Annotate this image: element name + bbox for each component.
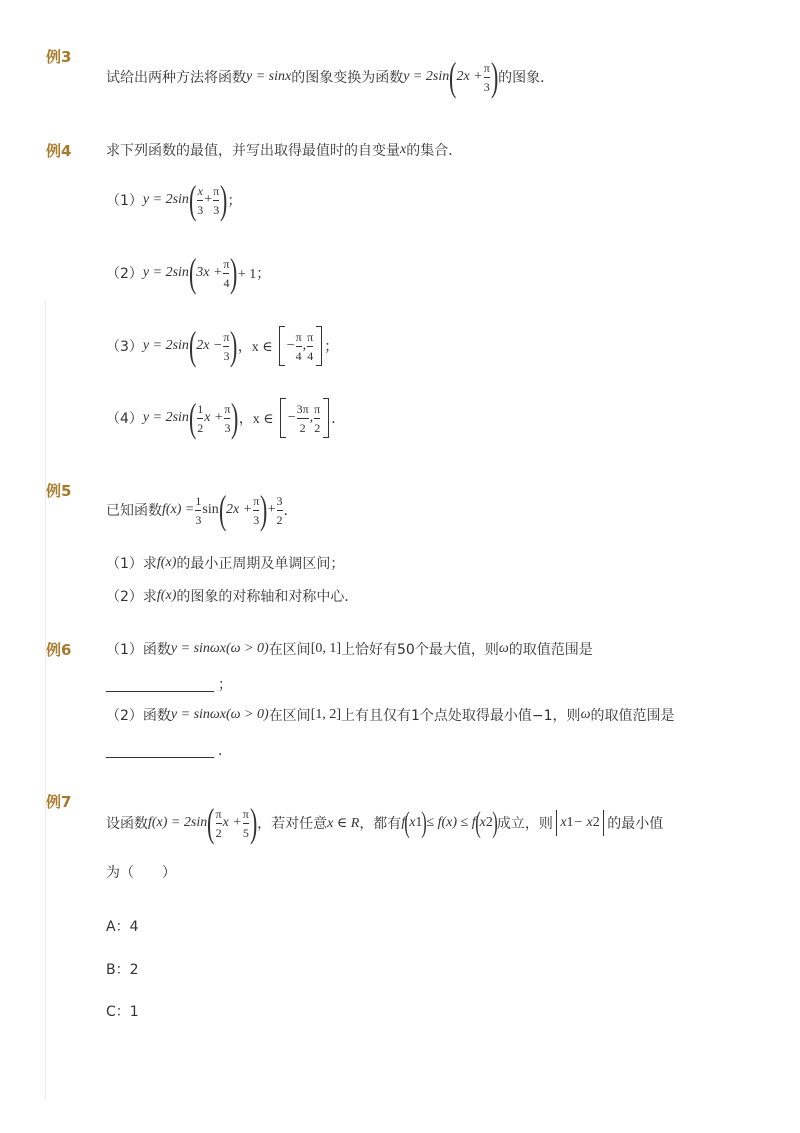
- example-7-stem: 设函数 f(x) = 2sin ( $\frac{\pi}{2}$ x + $\frac{\pi}{5}$ ) ，若对任意 x ∈ R ，都有 f ( x 1 ) ≤ f(x) ≤ f ( x 2 ) 成立，则 x 1 − x 2 的最小值: [106, 800, 664, 845]
- example-4-label: 例4: [46, 142, 72, 160]
- example-7-stem-end: 为（ ）: [106, 865, 176, 881]
- answer-blank-2[interactable]: [106, 743, 214, 758]
- example-4-part-1: （1） y = 2sin ( $\frac{x}{3}$ + $\frac{\pi}{3}$ ) ；: [106, 177, 242, 222]
- example-3-text: 试给出两种方法将函数 y = sin x 的图象变换为函数 y = 2sin ( 2x + $\frac{\pi}{3}$ ) 的图象．: [106, 54, 555, 99]
- example-4-part-2: （2） y = 2sin ( 3x + $\frac{\pi}{4}$ ) + 1；: [106, 250, 271, 295]
- example-5-question-2: （2）求 f(x) 的图象的对称轴和对称中心．: [106, 588, 359, 605]
- option-c[interactable]: C：1: [106, 1004, 139, 1020]
- example-3-label: 例3: [46, 48, 72, 66]
- left-margin-rule: [45, 300, 46, 1100]
- example-6-question-1: （1）函数 y = sinωx(ω > 0) 在区间 [0, 1] 上恰好有50个最大值，则 ω 的取值范围是: [106, 641, 593, 658]
- option-a[interactable]: A：4: [106, 919, 139, 935]
- example-6-question-2: （2）函数 y = sinωx(ω > 0) 在区间 [1, 2] 上有且仅有1个点处取得最小值−1，则 ω 的取值范围是: [106, 707, 675, 724]
- example-4-stem: 求下列函数的最值，并写出取得最值时的自变量 x 的集合．: [106, 142, 463, 159]
- example-6-answer-line-1: ；: [106, 674, 232, 694]
- example-5-stem: 已知函数 f(x) = $\frac{1}{3}$ sin ( 2x + $\frac{\pi}{3}$ ) + $\frac{3}{2}$ ．: [106, 487, 298, 532]
- option-b[interactable]: B：2: [106, 962, 139, 978]
- example-6-label: 例6: [46, 641, 72, 659]
- example-7-label: 例7: [46, 793, 72, 811]
- answer-blank-1[interactable]: [106, 677, 214, 692]
- example-4-part-4: （4） y = 2sin ( $\frac{1}{2}$ x + $\frac{\pi}{3}$ ) ，x ∈ − $\frac{3\pi}{2}$ , $\frac{\pi}{2}$ ．: [106, 395, 346, 440]
- example-5-label: 例5: [46, 482, 72, 500]
- example-4-part-3: （3） y = 2sin ( 2x − $\frac{\pi}{3}$ ) ，x ∈ − $\frac{\pi}{4}$ , $\frac{\pi}{4}$ ；: [106, 323, 339, 368]
- fraction-pi-3: $\frac{\pi}{3}$: [483, 60, 490, 94]
- example-6-answer-line-2: ．: [106, 740, 232, 760]
- example-5-question-1: （1）求 f(x) 的最小正周期及单调区间；: [106, 555, 345, 572]
